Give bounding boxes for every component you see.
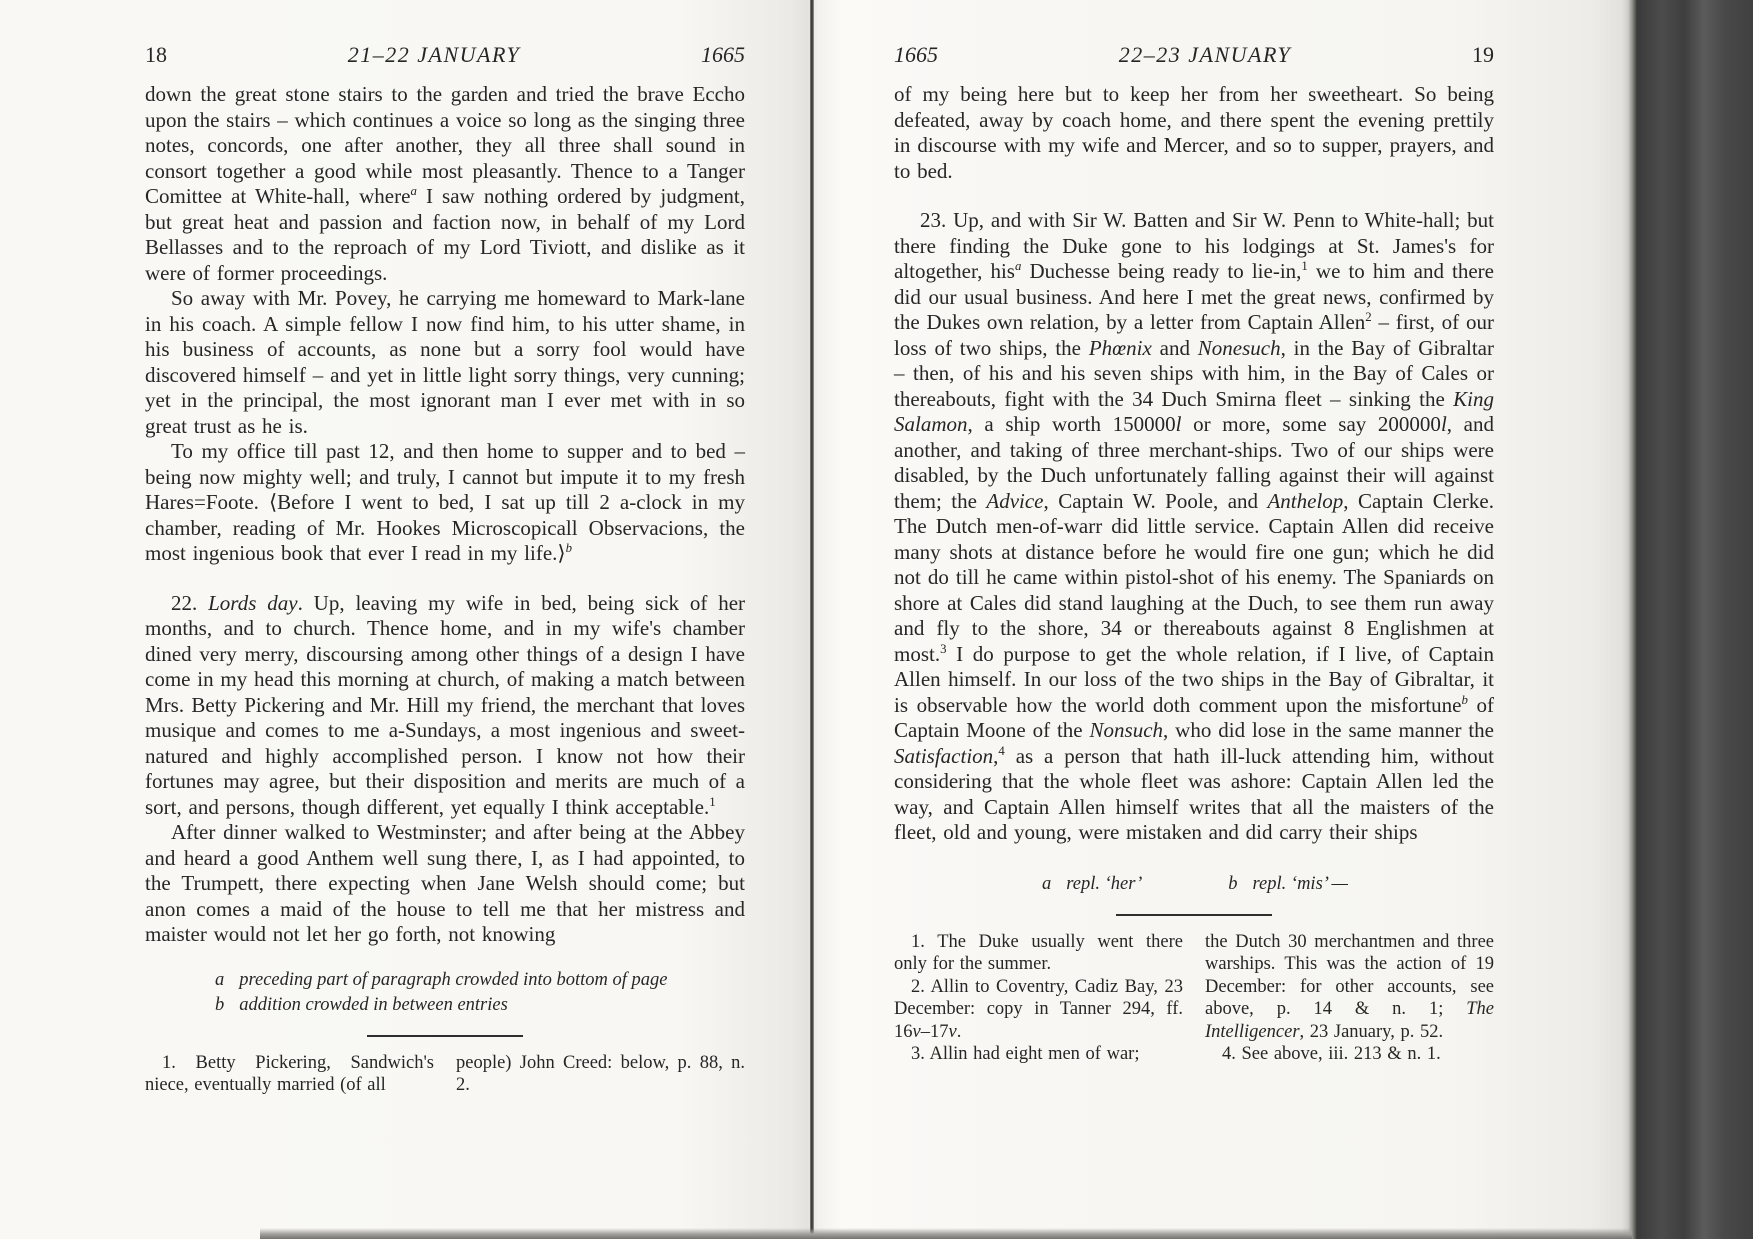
- text-run: a: [410, 184, 417, 198]
- text-run: 2: [1365, 310, 1372, 324]
- textual-note-label: a: [1042, 873, 1052, 894]
- footnote: [894, 931, 1183, 976]
- text-run: 4: [998, 743, 1005, 758]
- left-footnote-rule: [367, 1035, 523, 1037]
- left-running-head: [145, 42, 745, 70]
- right-footnote-column-2: [1205, 931, 1494, 1066]
- text-run: I do purpose to get the whole relation, if I live, of Captain Allen himself. In our loss of the two ships in the Bay of Gibraltar, it is observable how the world doth comment upon the misfortune: [894, 641, 1494, 717]
- text-run: 1: [709, 794, 716, 809]
- right-header-title: 22–23 JANUARY: [1118, 42, 1292, 67]
- text-run: 1: [1301, 259, 1308, 273]
- text-run: King Salamon: [894, 386, 1494, 436]
- textual-note-label: b: [1228, 873, 1238, 894]
- left-page-number: 18: [145, 42, 167, 67]
- footnote: [145, 1052, 434, 1097]
- text-run: 22.: [171, 590, 209, 615]
- right-textual-notes: [894, 872, 1494, 897]
- text-run: b: [565, 541, 573, 555]
- text-run: v: [948, 1021, 957, 1042]
- text-run: . Up, leaving my wife in bed, being sick of her months, and to church. Thence home, and in my wife's chamber dined very merry, discoursing among other things of a design I have come in my head this morning at church, of making a match between Mrs. Betty Pickering and Mr. Hill my friend, the merchant that loves musique and comes to me a-Sundays, a most ingenious and sweet-natured and highly accomplished person. I know not how their fortunes may agree, but their disposition and merits are much of a sort, and persons, though different, yet equally I think acceptable.: [145, 590, 746, 819]
- paragraph: [145, 820, 745, 948]
- left-page-body: [145, 82, 745, 948]
- paragraph: [894, 208, 1494, 846]
- text-run: I saw nothing ordered by judgment, but great heat and passion and faction now, in behalf of my Lord Bellasses and to the reproach of my Lord Tiviott, and dislike as it were of former proceedings.: [145, 184, 746, 285]
- text-run: Nonesuch: [1197, 335, 1281, 360]
- left-footnotes: [145, 1052, 745, 1097]
- text-run: of my being here but to keep her from her sweetheart. So being defeated, away by coach home, and there spent the evening prettily in discourse with my wife and Mercer, and so to supper, prayers, and to bed.: [894, 82, 1494, 183]
- right-page-body: [894, 82, 1494, 846]
- page-bottom-edge: [260, 1228, 1632, 1239]
- textual-note: [215, 968, 745, 993]
- right-footnote-column-1: [894, 931, 1183, 1066]
- text-run: Satisfaction: [894, 743, 994, 768]
- text-run: the Dutch 30 merchantmen and three warships. This was the action of 19 December: for other accounts, see above, p. 14 & n. 1;: [1205, 931, 1494, 1019]
- right-footnote-rule: [1116, 914, 1272, 916]
- book-gutter: [810, 0, 814, 1239]
- paragraph: [145, 82, 745, 286]
- text-run: ,: [993, 743, 999, 768]
- left-header-title: 21–22 JANUARY: [347, 42, 521, 67]
- text-run: – first, of our loss of two ships, the: [894, 310, 1494, 360]
- text-run: Advice: [986, 488, 1044, 513]
- text-run: of Captain Moone of the: [894, 692, 1495, 742]
- text-run: The Intelligencer: [1205, 999, 1494, 1042]
- text-run: we to him and there did our usual business. And here I met the great news, confirmed by the Dukes own relation, by a letter from Captain Allen: [894, 259, 1494, 334]
- text-run: l: [1440, 412, 1447, 436]
- paragraph: [894, 82, 1494, 184]
- text-run: and: [1151, 335, 1198, 360]
- text-run: as a person that hath ill-luck attending him, without considering that the whole fleet was ashore: Captain Allen led the way, and Captain Allen himself writes that all the maisters of the fleet, old and young, were mistaken and did carry their ships: [894, 743, 1494, 844]
- text-run: So away with Mr. Povey, he carrying me homeward to Mark-lane in his coach. A simple fellow I now find him, to his utter shame, in his business of accounts, as none but a sorry fool would have discovered himself – and yet in little light sorry things, very cunning; yet in the principal, the most ignorant man I ever met with in so great trust as he is.: [145, 286, 745, 438]
- right-page: [894, 42, 1494, 1066]
- footnote: [1205, 1043, 1494, 1066]
- text-run: or more, some say 200000: [1181, 412, 1441, 436]
- text-run: Anthelop: [1267, 488, 1344, 513]
- textual-note-text: preceding part of paragraph crowded into bottom of page: [239, 969, 668, 990]
- text-run: , Captain Clerke. The Dutch men-of-warr did little service. Captain Allen did receive many shots at distance before he would fire one gun; which he did not do till he came within pistol-shot of his enemy. The Spaniards on shore at Cales did stand laughing at the Duch, to see them run away and fly to the shore, 34 or thereabouts against 8 Englishmen at most.: [894, 488, 1494, 666]
- footnote: [894, 976, 1183, 1044]
- text-run: 1. The Duke usually went there only for the summer.: [894, 931, 1183, 974]
- paragraph: [145, 591, 745, 821]
- text-run: people) John Creed: below, p. 88, n. 2.: [456, 1052, 745, 1095]
- text-run: l: [1175, 412, 1182, 436]
- footnote: [1205, 931, 1494, 1044]
- textual-note-text: repl. ‘her’: [1066, 873, 1143, 894]
- footnote: [456, 1052, 745, 1097]
- textual-note-text: repl. ‘mis’ —: [1252, 873, 1348, 894]
- text-run: , Captain W. Poole, and: [1043, 488, 1268, 513]
- left-footnote-column-2: [456, 1052, 745, 1097]
- right-page-number: 19: [1471, 42, 1494, 67]
- text-run: , in the Bay of Gibraltar – then, of his and his seven ships with him, in the Bay of Cales or thereabouts, fight with the 34 Duch Smirna fleet – sinking the: [894, 335, 1495, 411]
- paragraph: [145, 439, 745, 567]
- paragraph: [145, 286, 745, 439]
- text-run: Phœnix: [1088, 335, 1152, 360]
- text-run: , and another, and taking of three merchant-ships. Two of our ships were disabled, by the Duch unfortunately falling against their will against them; the: [894, 412, 1494, 513]
- text-run: down the great stone stairs to the garden and tried the brave Eccho upon the stairs – which continues a voice so long as the singing three notes, concords, one after another, they all three shall sound in consort together a good while most pleasantly. Thence to a Tanger Comittee at White-hall, where: [145, 82, 745, 208]
- text-run: 4. See above, iii. 213 & n. 1.: [1222, 1044, 1441, 1064]
- text-run: , a ship worth 150000: [967, 412, 1176, 436]
- text-run: , 23 January, p. 52.: [1299, 1021, 1444, 1042]
- textual-note-label: b: [215, 994, 225, 1015]
- text-run: Lords day: [208, 590, 298, 615]
- left-page: [145, 42, 745, 1097]
- text-run: 23. Up, and with Sir W. Batten and Sir W. Penn to White-hall; but there finding the Duke gone to his lodgings at St. James's for altogether, his: [894, 208, 1494, 283]
- right-running-head: [894, 42, 1494, 70]
- textual-note-text: addition crowded in between entries: [239, 994, 508, 1015]
- textual-note: [1228, 872, 1348, 897]
- left-textual-notes: [145, 968, 745, 1018]
- text-run: Nonsuch: [1089, 718, 1164, 742]
- footnote: [894, 1043, 1183, 1066]
- textual-note-label: a: [215, 969, 225, 990]
- text-run: 1. Betty Pickering, Sandwich's niece, eventually married (of all: [145, 1052, 434, 1095]
- textual-note: [215, 993, 745, 1018]
- right-header-year: 1665: [894, 42, 938, 67]
- text-run: , who did lose in the same manner the: [1163, 718, 1494, 742]
- text-run: b: [1461, 692, 1468, 707]
- left-footnote-column-1: [145, 1052, 434, 1097]
- text-run: a: [1014, 259, 1022, 273]
- text-run: 3. Allin had eight men of war;: [911, 1044, 1140, 1064]
- left-header-year: 1665: [700, 42, 745, 67]
- text-run: After dinner walked to Westminster; and after being at the Abbey and heard a good Anthem well sung there, I, as I had appointed, to the Trumpett, there expecting when Jane Welsh should come; but anon comes a maid of the house to tell me that her mistress and maister would not let her go forth, not knowing: [145, 820, 745, 946]
- text-run: 3: [940, 641, 947, 656]
- text-run: v: [912, 1021, 921, 1042]
- right-footnotes: [894, 931, 1494, 1066]
- text-run: –17: [920, 1021, 949, 1042]
- text-run: Duchesse being ready to lie-in,: [1021, 259, 1302, 283]
- text-run: 2. Allin to Coventry, Cadiz Bay, 23 December: copy in Tanner 294, ff. 16: [894, 976, 1183, 1042]
- textual-note: [1042, 872, 1142, 897]
- text-run: .: [956, 1021, 962, 1042]
- text-run: To my office till past 12, and then home to supper and to bed – being now mighty well; and truly, I cannot but impute it to my fresh Hares=Foote. ⟨Before I went to bed, I sat up till 2 a-clock in my chamber, reading of Mr. Hookes Microscopicall Observacions, the most ingenious book that ever I read in my life.⟩: [145, 439, 745, 565]
